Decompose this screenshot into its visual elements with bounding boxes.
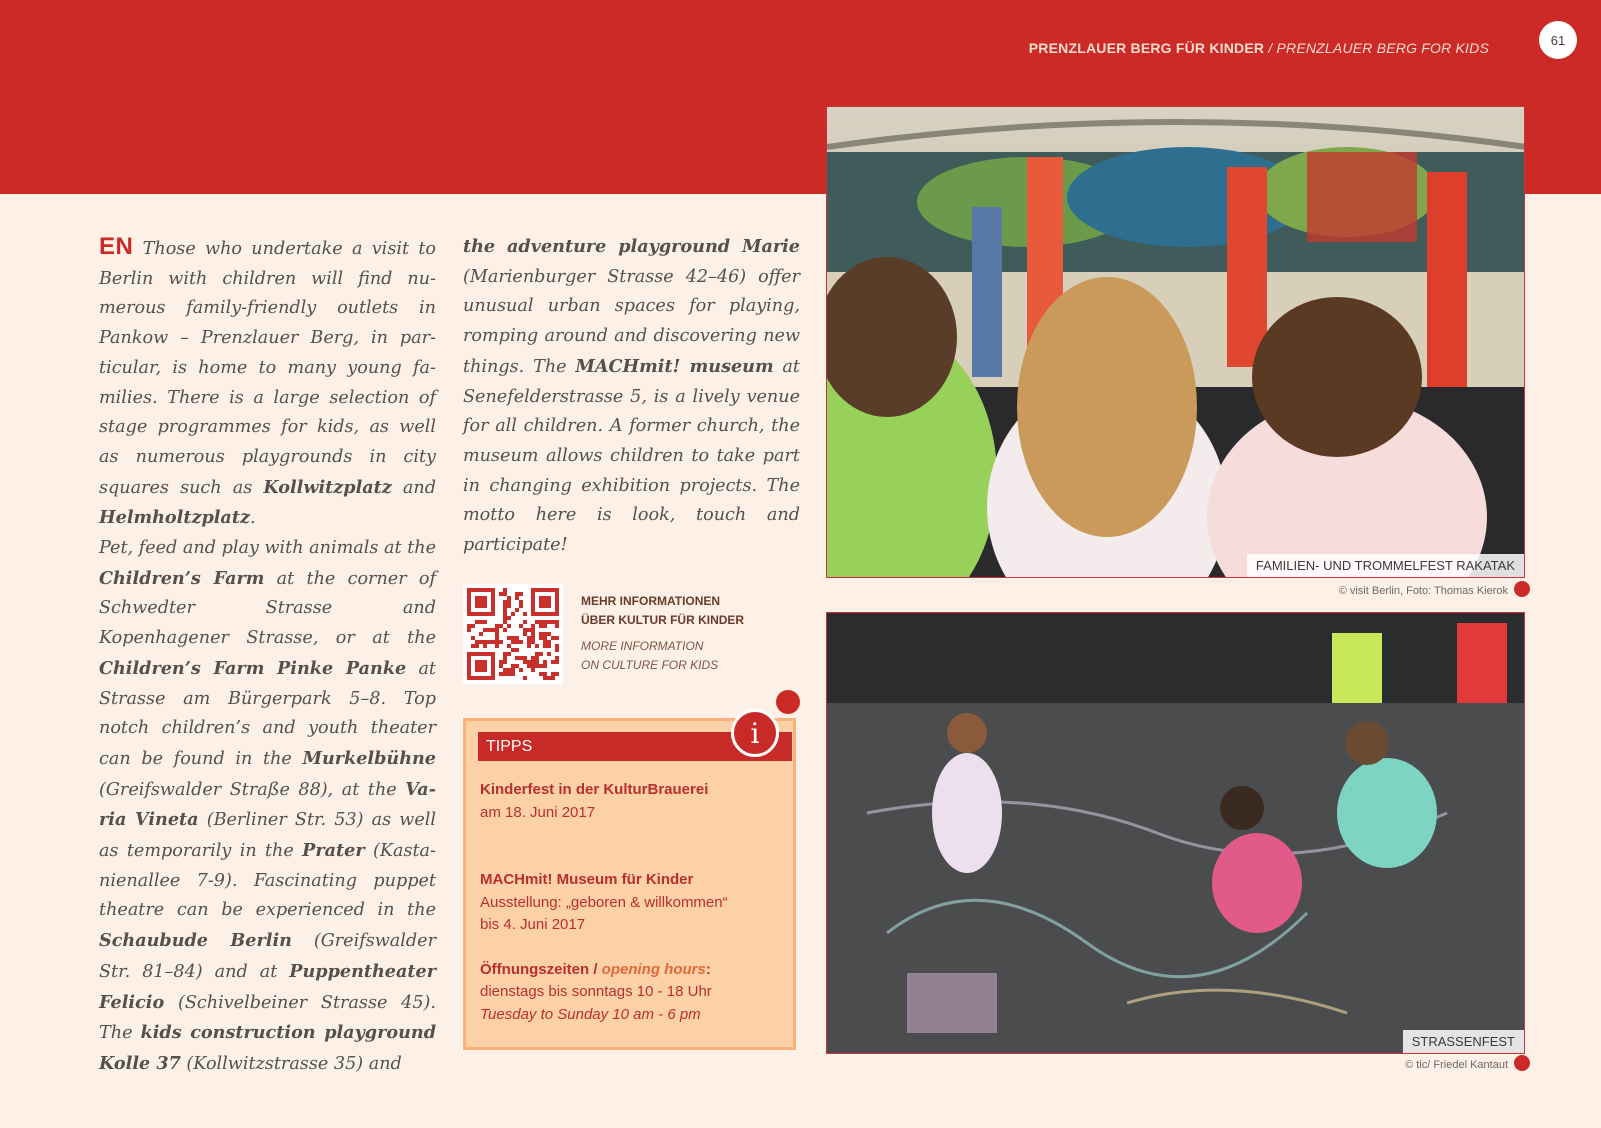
hours-colon: : [705,960,711,978]
highlight-name: Prater [302,840,365,862]
header-title-en: PRENZLAUER BERG FOR KIDS [1276,40,1489,56]
hours-label-en: opening hours [601,960,706,978]
photo-street-festival-image [827,613,1525,1054]
body-text: (Greifswalder Str. 81–84) and at [99,931,436,982]
highlight-name: Schaubude Berlin [99,930,292,952]
qr-info-de-line1: MEHR INFORMATIONEN [581,594,721,608]
qr-code[interactable] [463,584,563,684]
body-text: . [249,508,256,529]
body-text: at the corner of Schwedter Strasse and Kopenhagener Strasse, or at the [99,568,437,649]
highlight-name: MACHmit! museum [575,355,774,377]
body-text: (Marienburger Strasse 42–46) offer unusual urban spaces for playing, romping around and discovering new things. The [463,266,800,377]
body-text: (Berliner Str. 53) as well as temporarily in the [99,810,437,862]
highlight-name: Puppentheater Felicio [99,960,436,1013]
header-title-de: PRENZLAUER BERG FÜR KINDER [1028,40,1265,56]
tipps-box [463,718,796,1050]
qr-info-en-line1: MORE INFORMATION [581,639,704,653]
decor-dot [776,690,800,714]
highlight-name: Children’s Farm Pinke Panke [99,657,407,679]
qr-info [581,592,801,674]
photo-caption-2: STRASSENFEST [1403,1030,1524,1053]
article-column-1 [99,232,436,1080]
body-text: (Kollwitzstrasse 35) and [180,1053,402,1074]
qr-info-en-line2: ON CULTURE FOR KIDS [581,657,719,672]
article-column-2 [463,232,800,561]
highlight-name: kids construction playground Kolle 37 [99,1022,436,1074]
tipps-heading: TIPPS [478,732,792,761]
highlight-name: the adventure playground Marie [463,236,800,257]
body-text: Those who undertake a visit to Berlin with children will find numerous family-friendly outlets in Pankow – Prenzlauer Berg, in particular, is home to many young families. There is a large selection of stage programmes for kids, as well as numerous playgrounds in city squares such as [99,239,436,498]
highlight-name: Kollwitzplatz [263,476,392,498]
hours-de: dienstags bis sonntags 10 - 18 Uhr [480,983,712,1000]
body-text: at Strasse am Bürgerpark 5–8. Top notch children’s and youth theater can be found in the [99,658,437,769]
hours-en: Tuesday to Sunday 10 am - 6 pm [480,1005,701,1023]
highlight-name: Varia Vineta [99,778,436,831]
body-text: Pet, feed and play with animals at the [99,538,437,559]
body-text: (Schivelbeiner Strasse 45). The [99,992,436,1044]
body-text: (Greifswalder Straße 88), at the [99,779,406,800]
page-number: 61 [1539,21,1577,59]
photo-credit-2: © tic/ Friedel Kantaut [1405,1059,1508,1071]
tipp2-title: MACHmit! Museum für Kinder [480,871,694,888]
body-text: at Senefelderstrasse 5, is a lively venue for all children. A former church, the museum allows children to take part in changing exhibition projects. The motto here is look, touch and participate! [463,356,800,556]
info-icon: i [731,709,779,757]
photo-caption-1: FAMILIEN- UND TROMMELFEST RAKATAK [1247,554,1524,577]
photo-street-festival [826,612,1525,1054]
language-tag: EN [99,233,134,260]
decor-dot [1514,1055,1530,1071]
hours-label-de: Öffnungszeiten / [480,960,602,978]
highlight-name: Children’s Farm [99,567,265,589]
highlight-name: Helmholtzplatz [99,507,250,529]
decor-dot [1514,581,1530,597]
tipp2-exhibition: Ausstellung: „geboren & willkommen“ [480,893,728,911]
running-header [1029,40,1489,56]
tipps-content [480,779,780,1026]
highlight-name: Murkelbühne [302,747,436,769]
hours-label [480,959,780,982]
photo-credit-1: © visit Berlin, Foto: Thomas Kierok [1338,585,1508,597]
body-text: and [391,477,436,498]
tipp2-until: bis 4. Juni 2017 [480,916,586,933]
header-separator: / [1264,40,1277,56]
photo-drum-festival-image [827,107,1525,578]
qr-info-de-line2: ÜBER KULTUR FÜR KINDER [581,612,745,627]
tipp1-date: am 18. Juni 2017 [480,803,596,821]
body-text: (Kastanienallee 7-9). Fascinating puppet theatre can be experienced in the [99,841,436,921]
photo-drum-festival [826,106,1525,578]
tipp1-title: Kinderfest in der KulturBrauerei [480,781,709,798]
